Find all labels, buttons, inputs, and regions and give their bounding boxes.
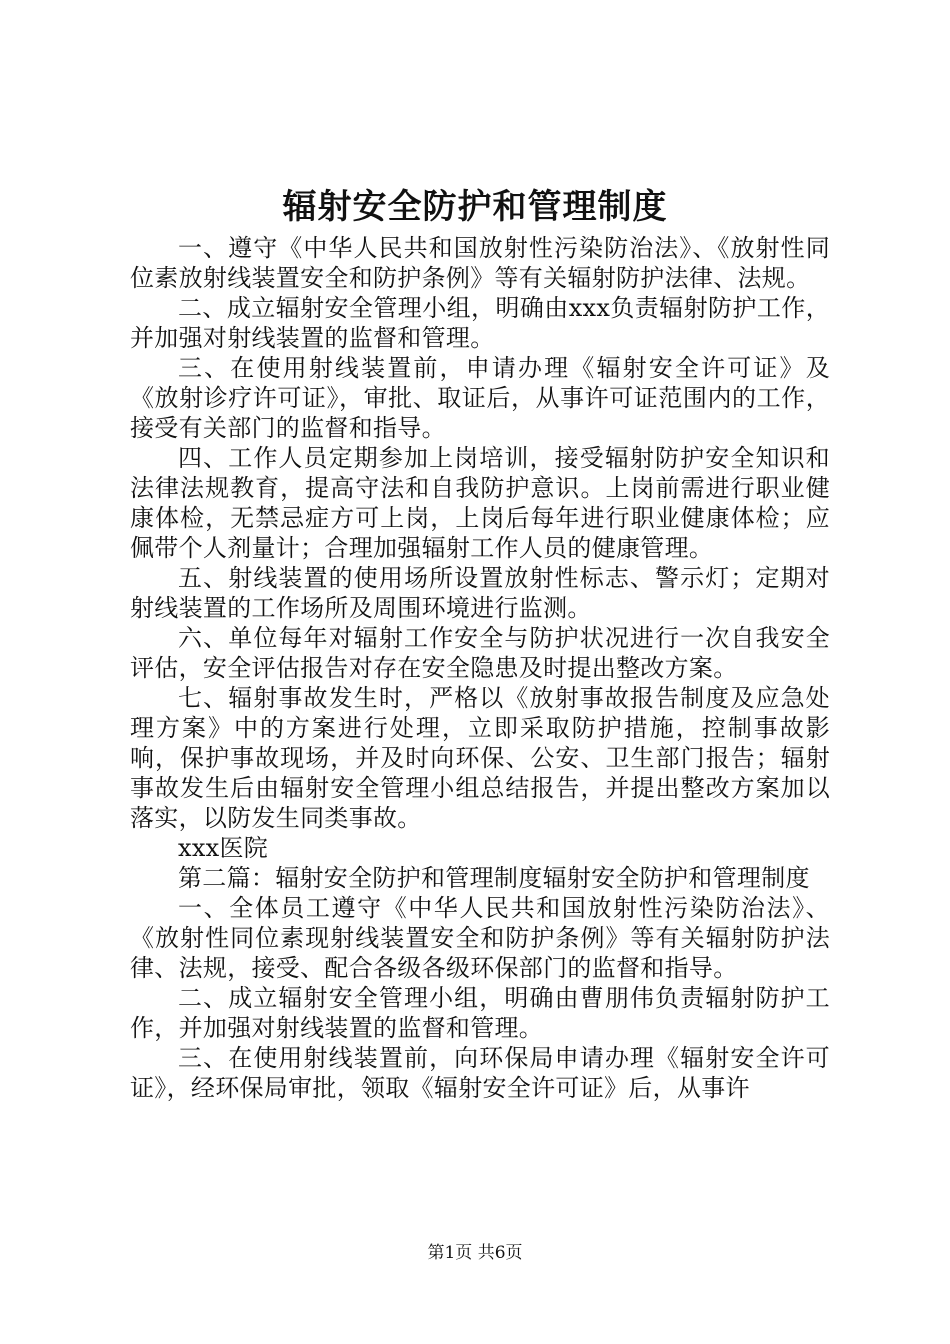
paragraph-1: 一、遵守《中华人民共和国放射性污染防治法》、《放射性同位素放射线装置安全和防护条例》等有关辐射防护法律、法规。 [130, 234, 830, 292]
paragraph-7: 七、辐射事故发生时，严格以《放射事故报告制度及应急处理方案》中的方案进行处理，立即采取防护措施，控制事故影响，保护事故现场，并及时向环保、公安、卫生部门报告；辐射事故发生后由辐射安全管理小组总结报告，并提出整改方案加以落实，以防发生同类事故。 [130, 684, 830, 832]
paragraph-3: 三、在使用射线装置前，申请办理《辐射安全许可证》及《放射诊疗许可证》，审批、取证后，从事许可证范围内的工作，接受有关部门的监督和指导。 [130, 354, 830, 442]
document-title: 辐射安全防护和管理制度 [282, 187, 668, 227]
signature-hospital: xxx医院 [178, 834, 269, 862]
paragraph-9: 二、成立辐射安全管理小组，明确由曹朋伟负责辐射防护工作，并加强对射线装置的监督和管理。 [130, 984, 830, 1042]
page-footer: 第1页 共6页 [427, 1243, 523, 1263]
paragraph-10: 三、在使用射线装置前，向环保局申请办理《辐射安全许可证》，经环保局审批，领取《辐射安全许可证》后，从事许 [130, 1044, 830, 1102]
paragraph-5: 五、射线装置的使用场所设置放射性标志、警示灯；定期对射线装置的工作场所及周围环境进行监测。 [130, 564, 830, 622]
paragraph-8: 一、全体员工遵守《中华人民共和国放射性污染防治法》、《放射性同位素现射线装置安全和防护条例》等有关辐射防护法律、法规，接受、配合各级各级环保部门的监督和指导。 [130, 894, 830, 982]
paragraph-6: 六、单位每年对辐射工作安全与防护状况进行一次自我安全评估，安全评估报告对存在安全隐患及时提出整改方案。 [130, 624, 830, 682]
paragraph-4: 四、工作人员定期参加上岗培训，接受辐射防护安全知识和法律法规教育，提高守法和自我防护意识。上岗前需进行职业健康体检，无禁忌症方可上岗，上岗后每年进行职业健康体检；应佩带个人剂量计；合理加强辐射工作人员的健康管理。 [130, 444, 830, 562]
section-heading-part-two: 第二篇：辐射安全防护和管理制度辐射安全防护和管理制度 [178, 864, 810, 892]
paragraph-2: 二、成立辐射安全管理小组，明确由xxx负责辐射防护工作，并加强对射线装置的监督和管理。 [130, 294, 830, 352]
document-body [130, 233, 830, 1103]
